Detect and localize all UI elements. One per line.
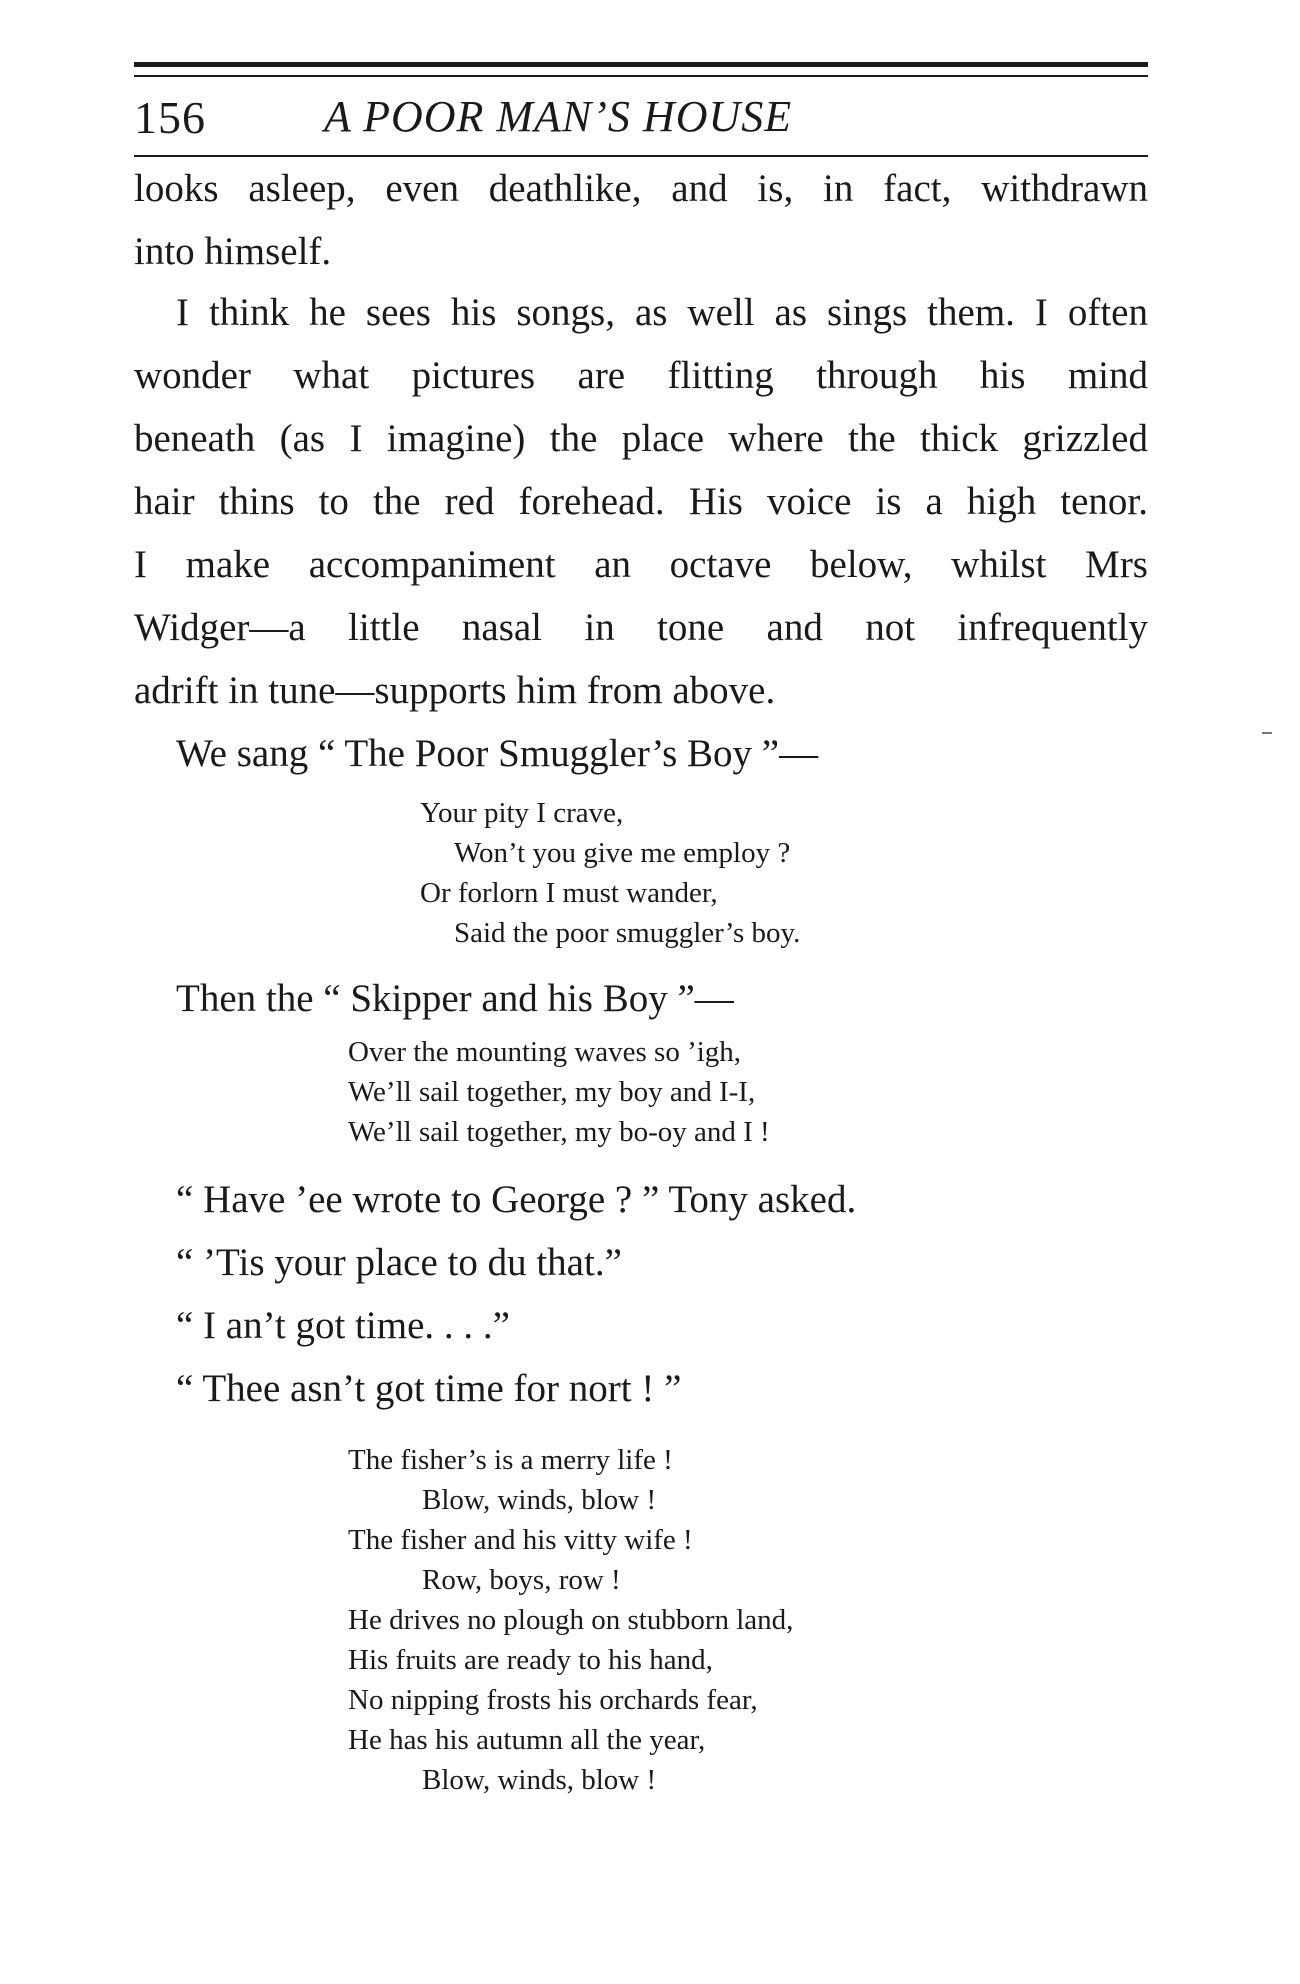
text-line: Then the “ Skipper and his Boy ”— <box>176 977 734 1020</box>
verse-line: He drives no plough on stubborn land, <box>348 1604 794 1636</box>
verse-line: Your pity I crave, <box>420 797 624 829</box>
verse-line: His fruits are ready to his hand, <box>348 1644 713 1676</box>
text-line: wonder what pictures are flitting through his mind <box>134 354 1148 397</box>
verse-line: Or forlorn I must wander, <box>420 877 718 909</box>
dialogue-line: “ Thee asn’t got time for nort ! ” <box>176 1367 682 1410</box>
verse-line: Over the mounting waves so ’igh, <box>348 1036 742 1068</box>
verse-line: We’ll sail together, my bo-oy and I ! <box>348 1116 770 1148</box>
text-line: into himself. <box>134 230 332 273</box>
running-title: A POOR MAN’S HOUSE <box>324 92 793 141</box>
header-rule-thick <box>134 62 1148 67</box>
verse-line: Said the poor smuggler’s boy. <box>454 917 801 949</box>
dialogue-block <box>134 1168 1148 1420</box>
paragraph-3 <box>134 722 1148 785</box>
verse-line: The fisher and his vitty wife ! <box>348 1524 693 1556</box>
verse-line: Blow, winds, blow ! <box>422 1484 657 1516</box>
verse-smugglers-boy <box>420 793 1148 953</box>
text-line: We sang “ The Poor Smuggler’s Boy ”— <box>176 732 819 775</box>
verse-line: Row, boys, row ! <box>422 1564 621 1596</box>
text-line: adrift in tune—supports him from above. <box>134 669 776 712</box>
verse-line: We’ll sail together, my boy and I-I, <box>348 1076 756 1108</box>
page-header <box>134 77 1148 155</box>
dialogue-line: “ Have ’ee wrote to George ? ” Tony asked. <box>176 1178 857 1221</box>
text-line: Widger—a little nasal in tone and not infrequently <box>134 606 1148 649</box>
margin-mark <box>1262 732 1272 734</box>
text-line: I make accompaniment an octave below, whilst Mrs <box>134 543 1148 586</box>
page-number: 156 <box>134 92 206 143</box>
paragraph-4 <box>134 967 1148 1030</box>
verse-line: The fisher’s is a merry life ! <box>348 1444 673 1476</box>
verse-line: No nipping frosts his orchards fear, <box>348 1684 758 1716</box>
verse-line: Won’t you give me employ ? <box>454 837 791 869</box>
verse-line: Blow, winds, blow ! <box>422 1764 657 1796</box>
paragraph-1 <box>134 157 1148 283</box>
text-line: I think he sees his songs, as well as sings them. I often <box>176 291 1148 334</box>
book-page <box>134 62 1148 1800</box>
verse-skipper <box>348 1032 1148 1152</box>
text-line: beneath (as I imagine) the place where the thick grizzled <box>134 417 1148 460</box>
paragraph-2 <box>134 281 1148 722</box>
text-line: looks asleep, even deathlike, and is, in fact, withdrawn <box>134 167 1148 210</box>
verse-fishers-life <box>348 1440 1148 1800</box>
verse-line: He has his autumn all the year, <box>348 1724 706 1756</box>
dialogue-line: “ ’Tis your place to du that.” <box>176 1241 622 1284</box>
dialogue-line: “ I an’t got time. . . .” <box>176 1304 510 1347</box>
text-line: hair thins to the red forehead. His voice is a high tenor. <box>134 480 1148 523</box>
